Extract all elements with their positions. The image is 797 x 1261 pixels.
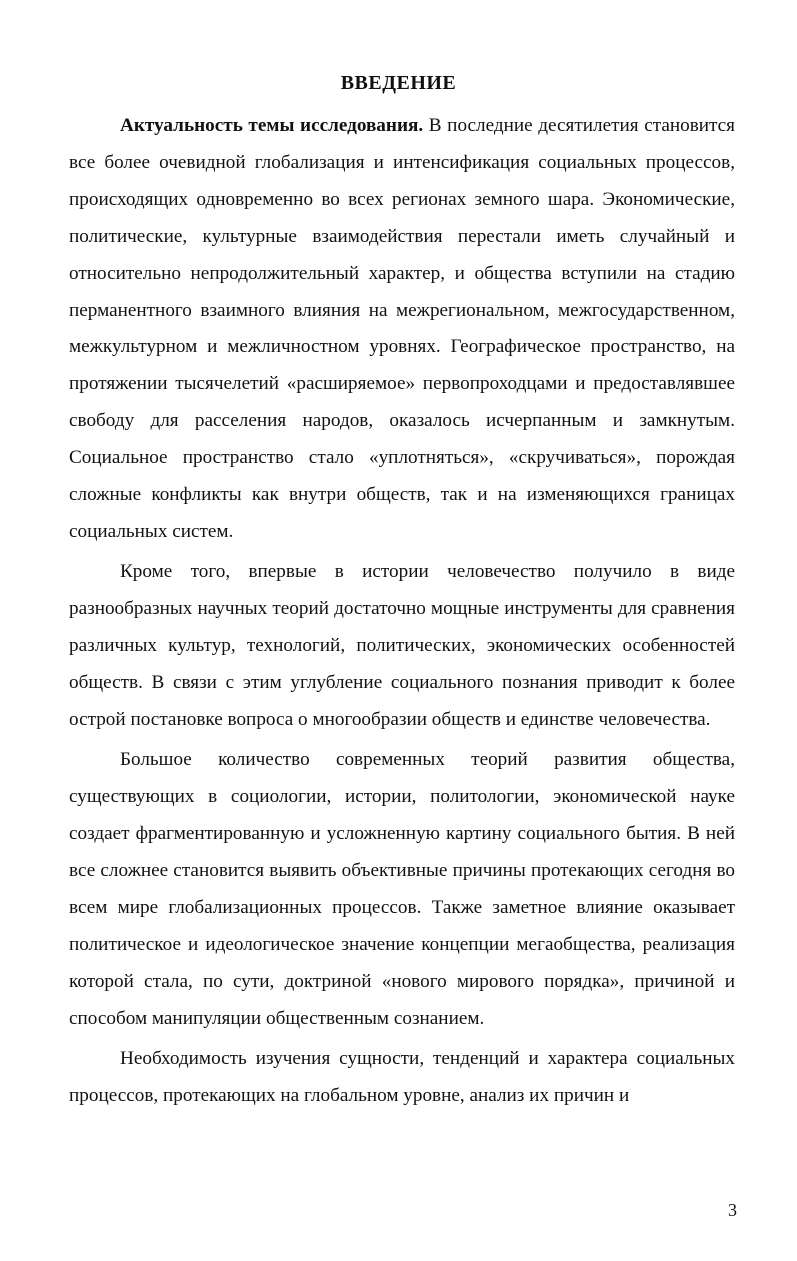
paragraph-lead: Актуальность темы исследования. <box>120 115 424 136</box>
paragraph-3 <box>69 742 735 1037</box>
paragraph-text: Большое количество современных теорий развития общества, существующих в социологии, истории, политологии, экономической науке создает фрагментированную и усложненную картину социального бытия. В ней все сложнее становится выявить объективные причины протекающих сегодня во всем мире глобализационных процессов. Также заметное влияние оказывает политическое и идеологическое значение концепции мегаобщества, реализация которой стала, по сути, доктриной «нового мирового порядка», причиной и способом манипуляции общественным сознанием. <box>69 749 735 1029</box>
page-title: ВВЕДЕНИЕ <box>340 72 457 94</box>
paragraph-4 <box>69 1041 735 1115</box>
page-number: 3 <box>728 1200 737 1220</box>
paragraph-2 <box>69 554 735 739</box>
paragraph-1 <box>69 108 735 551</box>
paragraph-text: В последние десятилетия становится все более очевидной глобализация и интенсификация социальных процессов, происходящих одновременно во всех регионах земного шара. Экономические, политические, культурные взаимодействия перестали иметь случайный и относительно непродолжительный характер, и общества вступили на стадию перманентного взаимного влияния на межрегиональном, межгосударственном, межкультурном и межличностном уровнях. Географическое пространство, на протяжении тысячелетий «расширяемое» первопроходцами и предоставлявшее свободу для расселения народов, оказалось исчерпанным и замкнутым. Социальное пространство стало «уплотняться», «скручиваться», порождая сложные конфликты как внутри обществ, так и на изменяющихся границах социальных систем. <box>69 115 736 542</box>
paragraph-text: Необходимость изучения сущности, тенденций и характера социальных процессов, протекающих на глобальном уровне, анализ их причин и <box>69 1048 735 1107</box>
body-text <box>69 108 735 1118</box>
paragraph-text: Кроме того, впервые в истории человечество получило в виде разнообразных научных теорий достаточно мощные инструменты для сравнения различных культур, технологий, политических, экономических особенностей обществ. В связи с этим углубление социального познания приводит к более острой постановке вопроса о многообразии обществ и единстве человечества. <box>69 561 735 730</box>
